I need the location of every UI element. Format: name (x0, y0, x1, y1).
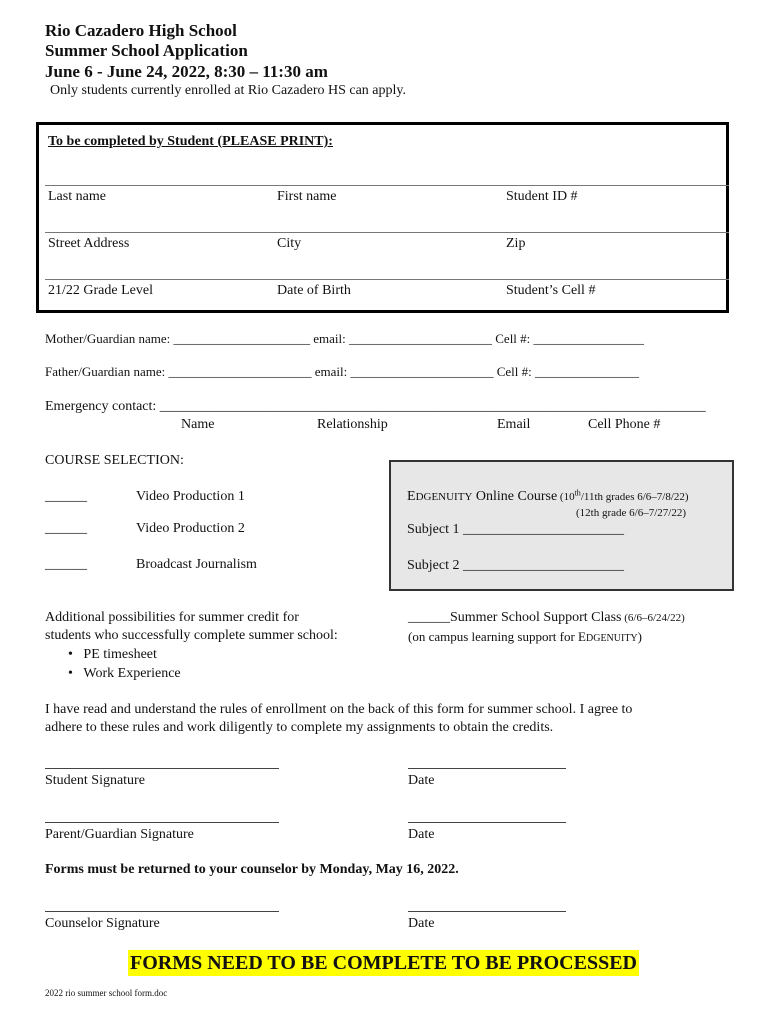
support-class-line[interactable]: ______Summer School Support Class (6/6–6/24/22) (408, 610, 685, 625)
row-divider (45, 232, 729, 233)
street-address-field[interactable]: Street Address (48, 236, 130, 251)
first-name-field[interactable]: First name (277, 189, 337, 204)
emergency-contact-line[interactable]: Emergency contact: ______________________________________________________________________________ (45, 399, 706, 414)
subject-2-field[interactable]: Subject 2 _______________________ (407, 558, 624, 573)
edgenuity-grade12-dates: (12th grade 6/6–7/27/22) (576, 507, 686, 519)
edgenuity-course-line: EDGENUITY Online Course (10th/11th grades 6/6–7/8/22) (407, 488, 689, 504)
student-date-line[interactable] (408, 768, 566, 769)
additional-text-line1: Additional possibilities for summer credit for (45, 610, 299, 625)
student-info-box (36, 122, 729, 313)
school-name: Rio Cazadero High School (45, 21, 237, 40)
agreement-line2: adhere to these rules and work diligently to complete my assignments to obtain the credits. (45, 720, 554, 735)
student-signature-label: Student Signature (45, 773, 145, 788)
course-broadcast-journalism: Broadcast Journalism (136, 557, 257, 572)
counselor-date-line[interactable] (408, 911, 566, 912)
additional-text-line2: students who successfully complete summer school: (45, 628, 338, 643)
emergency-label-email: Email (497, 417, 531, 432)
subject-1-field[interactable]: Subject 1 _______________________ (407, 522, 624, 537)
course-checkbox-blank[interactable]: ______ (45, 557, 87, 572)
student-box-heading: To be completed by Student (PLEASE PRINT): (48, 134, 333, 149)
counselor-signature-label: Counselor Signature (45, 916, 160, 931)
eligibility-note: Only students currently enrolled at Rio Cazadero HS can apply. (50, 83, 406, 98)
session-dates: June 6 - June 24, 2022, 8:30 – 11:30 am (45, 62, 328, 81)
parent-signature-label: Parent/Guardian Signature (45, 827, 194, 842)
student-cell-field[interactable]: Student’s Cell # (506, 283, 596, 298)
edgenuity-box (389, 460, 734, 591)
zip-field[interactable]: Zip (506, 236, 526, 251)
parent-signature-line[interactable] (45, 822, 279, 823)
form-title: Summer School Application (45, 41, 248, 60)
date-of-birth-field[interactable]: Date of Birth (277, 283, 351, 298)
course-checkbox-blank[interactable]: ______ (45, 489, 87, 504)
bullet-pe-timesheet: • PE timesheet (68, 647, 157, 662)
last-name-field[interactable]: Last name (48, 189, 106, 204)
footer-filename: 2022 rio summer school form.doc (45, 988, 168, 998)
course-video-production-1: Video Production 1 (136, 489, 245, 504)
bullet-work-experience: • Work Experience (68, 666, 181, 681)
support-class-note: (on campus learning support for EDGENUITY) (408, 629, 642, 644)
parent-date-label: Date (408, 827, 435, 842)
student-date-label: Date (408, 773, 435, 788)
row-divider (45, 185, 729, 186)
deadline-notice: Forms must be returned to your counselor by Monday, May 16, 2022. (45, 862, 459, 877)
course-video-production-2: Video Production 2 (136, 521, 245, 536)
parent-date-line[interactable] (408, 822, 566, 823)
row-divider (45, 279, 729, 280)
counselor-date-label: Date (408, 916, 435, 931)
student-id-field[interactable]: Student ID # (506, 189, 578, 204)
student-signature-line[interactable] (45, 768, 279, 769)
father-guardian-line[interactable]: Father/Guardian name: ______________________ email: ______________________ Cell #: ________________ (45, 364, 639, 379)
counselor-signature-line[interactable] (45, 911, 279, 912)
completion-banner: FORMS NEED TO BE COMPLETE TO BE PROCESSED (130, 952, 637, 974)
emergency-label-cell: Cell Phone # (588, 417, 661, 432)
city-field[interactable]: City (277, 236, 302, 251)
course-checkbox-blank[interactable]: ______ (45, 521, 87, 536)
mother-guardian-line[interactable]: Mother/Guardian name: _____________________ email: ______________________ Cell #: _________________ (45, 331, 645, 346)
course-selection-heading: COURSE SELECTION: (45, 453, 184, 468)
agreement-line1: I have read and understand the rules of enrollment on the back of this form for summer school. I agree to (45, 702, 633, 717)
emergency-label-relationship: Relationship (317, 417, 388, 432)
emergency-label-name: Name (181, 417, 215, 432)
grade-level-field[interactable]: 21/22 Grade Level (48, 283, 153, 298)
